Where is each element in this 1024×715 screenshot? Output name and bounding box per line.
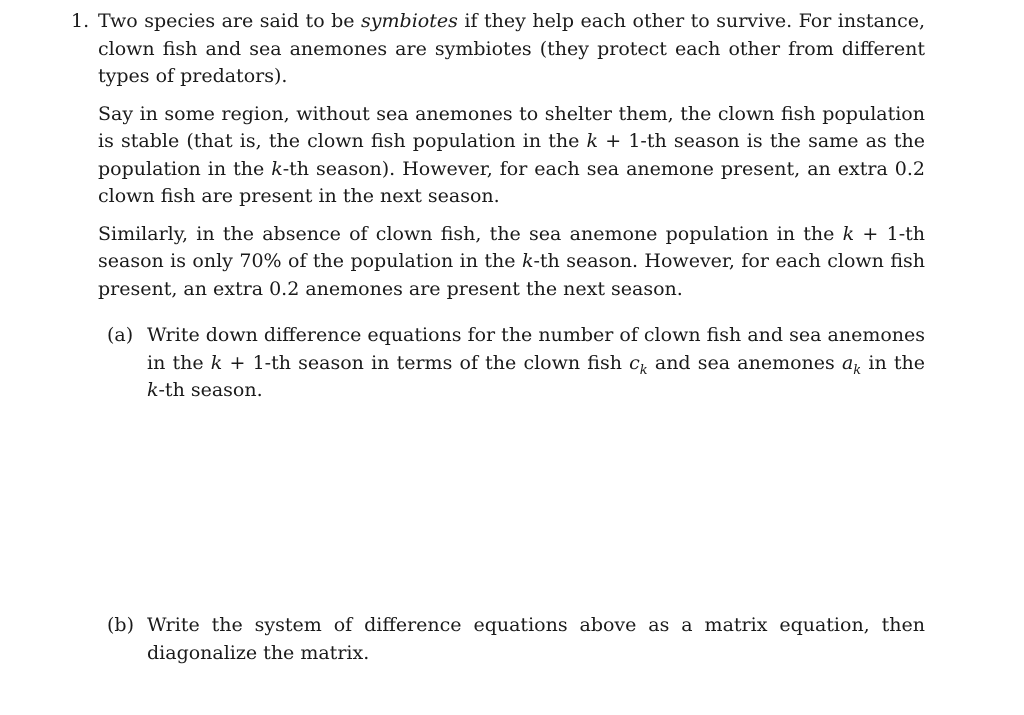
problem-header xyxy=(71,8,925,91)
pa-var-a: a xyxy=(841,351,854,374)
p3-var-k2: k xyxy=(521,250,534,272)
pa-var-k1: k xyxy=(210,351,223,374)
pa-text-3: and sea anemones xyxy=(647,351,842,374)
pa-text-5: -th season. xyxy=(158,379,263,401)
pa-text-1: Write down difference equations for the number of clown fish and sea anemones in the xyxy=(147,324,925,374)
intro-text-after: if they help each other to survive. For instance, clown fish and sea anemones are symbiotes (they protect each other from different types of predators). xyxy=(98,10,925,87)
part-b-text: Write the system of difference equations above as a matrix equation, then diagonalize the matrix. xyxy=(147,614,925,664)
pa-var-a-sub: k xyxy=(853,362,862,378)
pa-var-c-sub: k xyxy=(639,362,648,378)
intro-text-before: Two species are said to be xyxy=(98,10,362,32)
part-b xyxy=(107,612,925,667)
p2-var-k1: k xyxy=(586,130,599,152)
pa-var-c: c xyxy=(629,351,640,374)
p3-text-1: Similarly, in the absence of clown fish, the sea anemone population in the xyxy=(98,222,843,245)
p2-var-k2: k xyxy=(271,157,283,180)
clownfish-paragraph xyxy=(98,101,925,211)
intro-paragraph xyxy=(98,8,925,91)
pa-text-4: in the xyxy=(861,351,925,374)
part-a xyxy=(107,322,925,405)
problem-1 xyxy=(71,8,925,303)
anemone-paragraph xyxy=(98,221,925,304)
p2-text-2: + 1-th season is the same as the population in the xyxy=(98,130,925,180)
p3-text-2: + 1-th season is only 70% of the population in the xyxy=(98,222,925,272)
part-b-label: (b) xyxy=(107,614,134,636)
p3-text-3: -th season. However, for each clown fish present, an extra 0.2 anemones are present the next season. xyxy=(98,250,925,300)
pa-text-2: + 1-th season in terms of the clown fish xyxy=(222,351,630,374)
pa-var-k2: k xyxy=(147,379,159,401)
p3-var-k1: k xyxy=(842,222,855,245)
part-a-label: (a) xyxy=(107,324,134,346)
intro-emphasis: symbiotes xyxy=(361,10,458,32)
p2-text-1: Say in some region, without sea anemones to shelter them, the clown fish population is stable (that is, the clown fish population in the xyxy=(98,102,925,152)
p2-text-3: -th season). However, for each sea anemone present, an extra 0.2 clown fish are present in the next season. xyxy=(98,157,925,207)
problem-number: 1. xyxy=(71,10,90,32)
part-a-text xyxy=(147,322,925,405)
